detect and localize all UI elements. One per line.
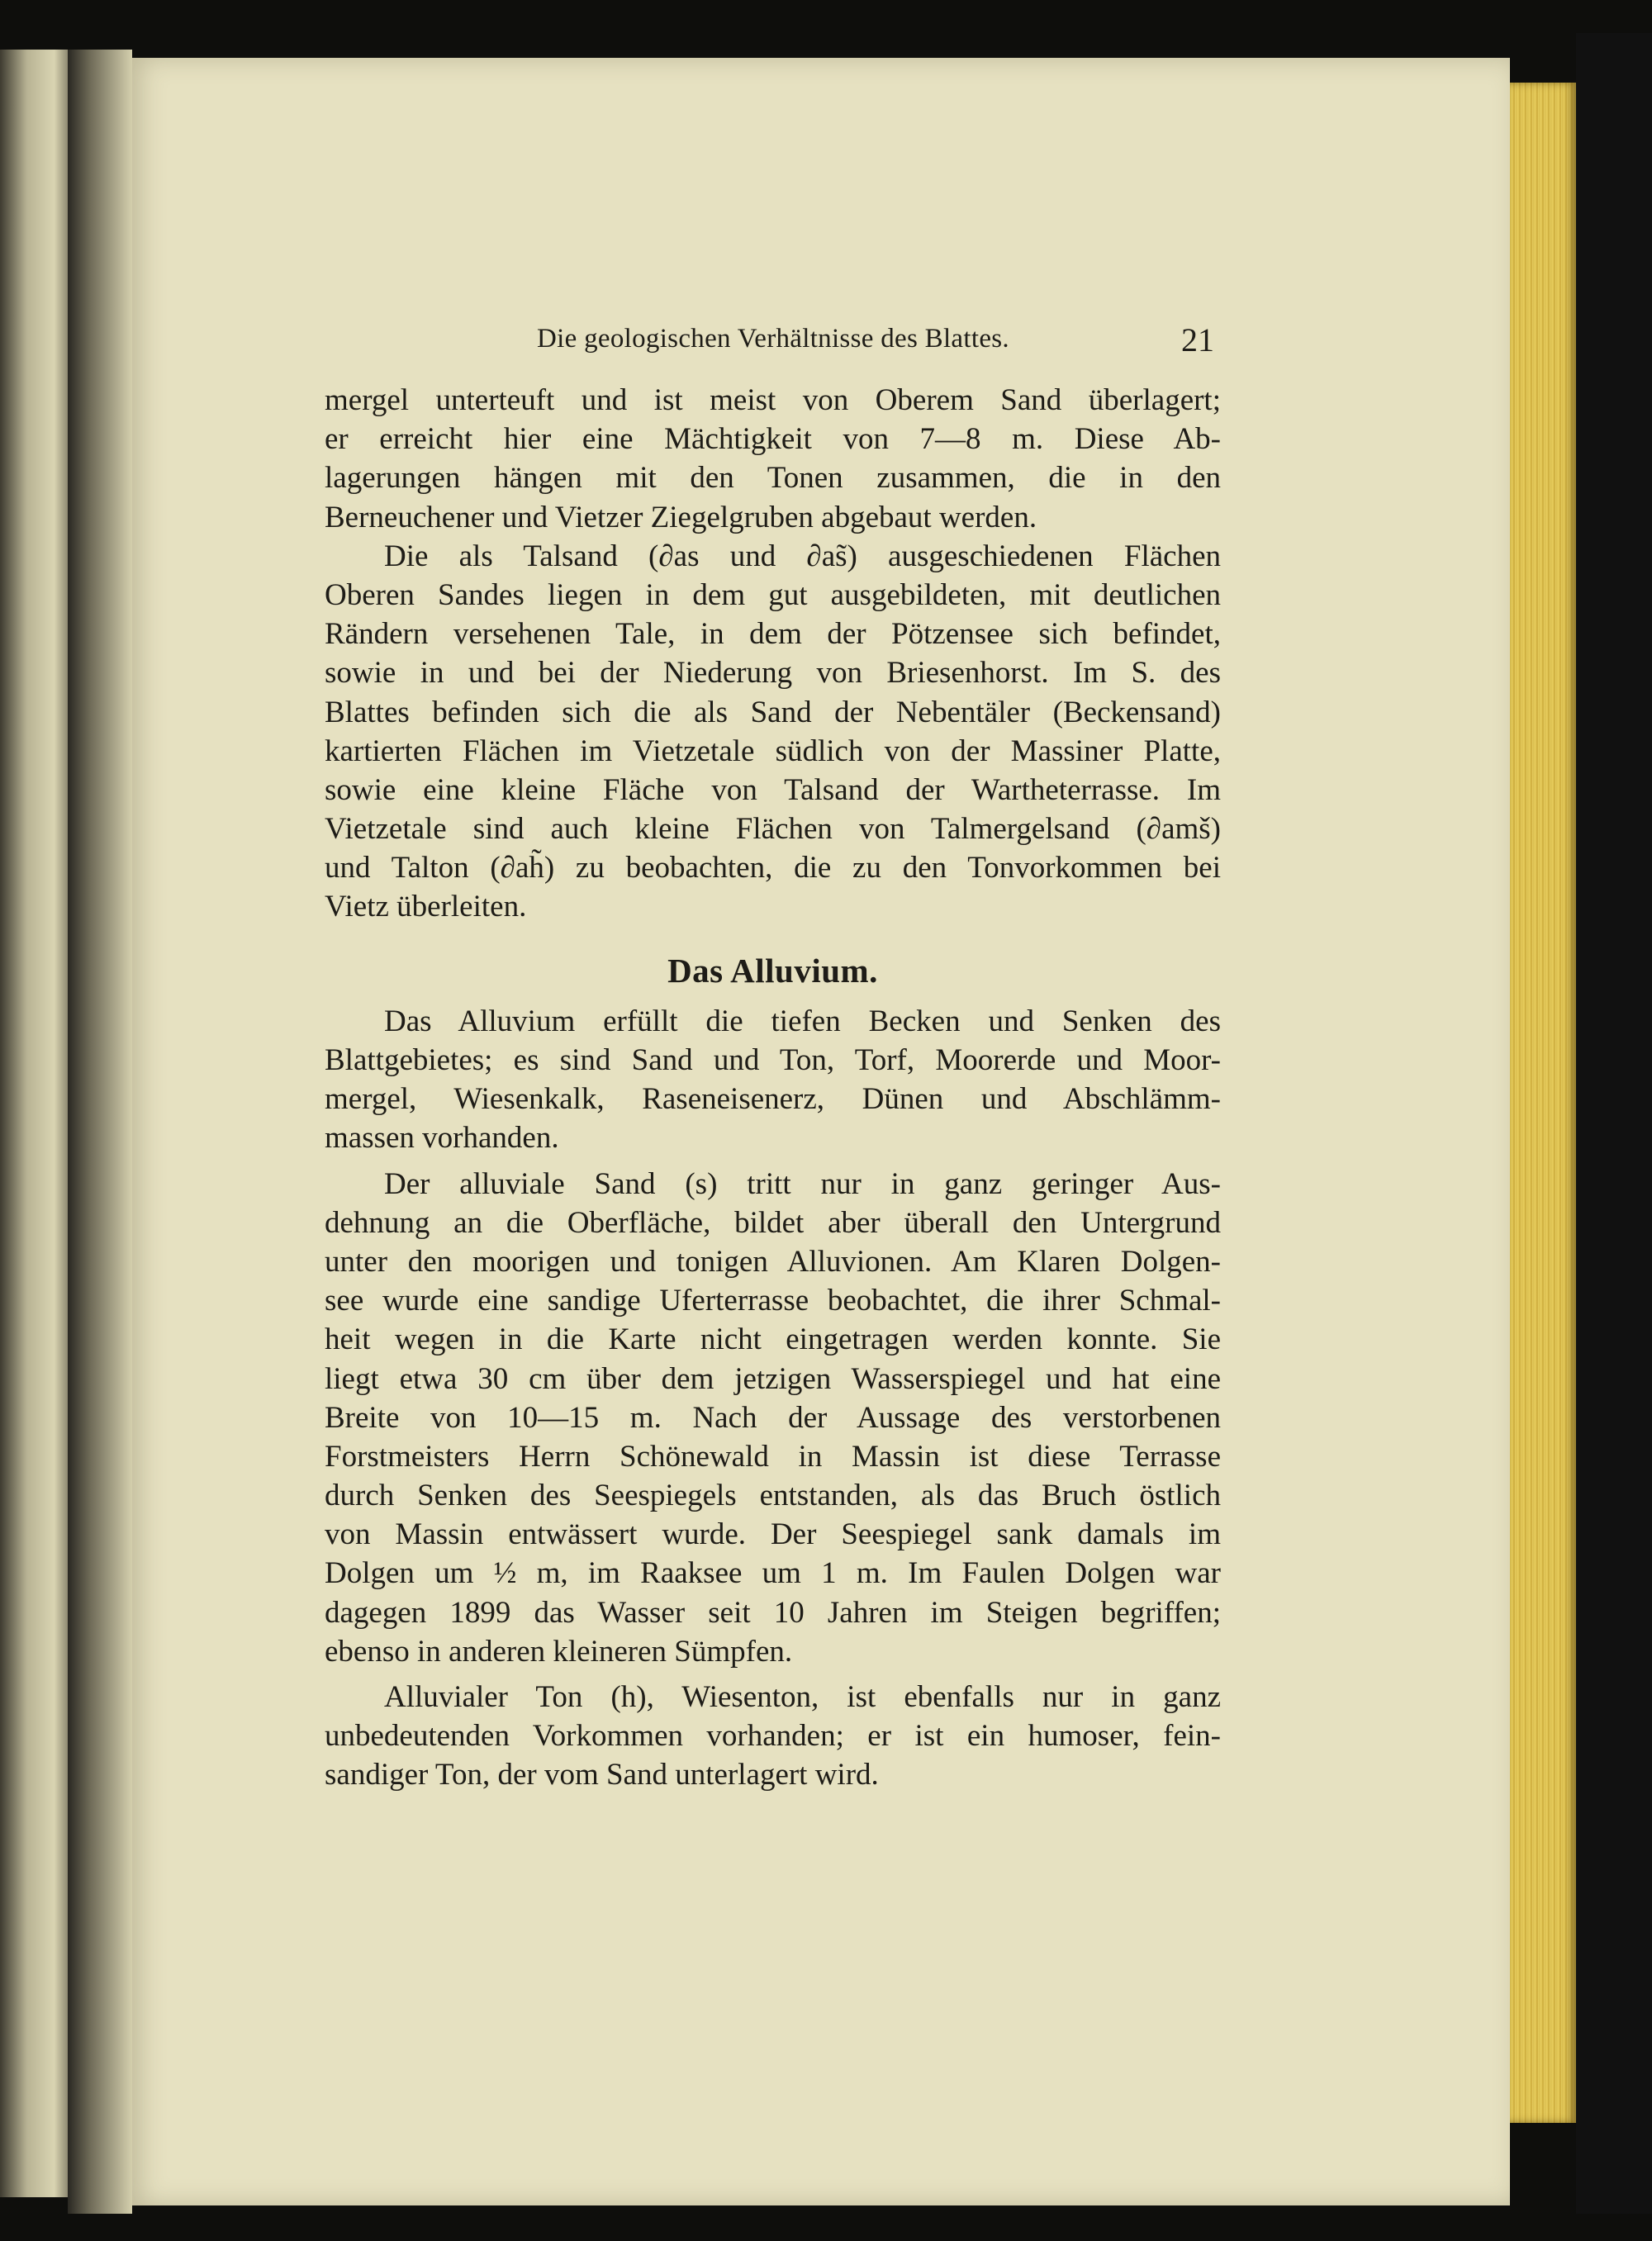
text-line: kartierten Flächen im Vietzetale südlich von der Massiner Platte, [325,734,1221,768]
running-header [537,321,1214,365]
text-line: lagerungen hängen mit den Tonen zusammen, die in den [325,461,1221,496]
book-gutter [68,50,132,2214]
text-line: sowie in und bei der Niederung von Briesenhorst. Im S. des [325,656,1221,691]
paragraph [325,1002,1221,1158]
text-line: ebenso in anderen kleineren Sümpfen. [325,1634,793,1669]
text-line: heit wegen in die Karte nicht eingetragen werden konnte. Sie [325,1322,1221,1357]
text-line: Das Alluvium erfüllt die tiefen Becken und Senken des [384,1004,1221,1038]
text-line: dehnung an die Oberfläche, bildet aber überall den Untergrund [325,1205,1221,1240]
text-line: mergel, Wiesenkalk, Raseneisenerz, Dünen und Abschlämm- [325,1082,1221,1117]
text-line: dagegen 1899 das Wasser seit 10 Jahren im Steigen begriffen; [325,1595,1221,1630]
page-body [325,381,1221,1795]
text-line: Blattgebietes; es sind Sand und Ton, Torf, Moorerde und Moor- [325,1043,1221,1078]
text-line: Forstmeisters Herrn Schönewald in Massin ist diese Terrasse [325,1439,1221,1474]
gilded-page-edges [1510,83,1576,2123]
text-line: Alluvialer Ton (h), Wiesenton, ist ebenfalls nur in ganz [384,1680,1221,1715]
paragraph [325,1678,1221,1795]
text-line: Der alluviale Sand (s) tritt nur in ganz geringer Aus- [384,1166,1221,1201]
text-line: see wurde eine sandige Uferterrasse beobachtet, die ihrer Schmal- [325,1284,1221,1318]
paragraph [325,537,1221,927]
text-line: unbedeutenden Vorkommen vorhanden; er ist ein humoser, fein- [325,1719,1221,1754]
paragraph [325,1165,1221,1671]
text-line: von Massin entwässert wurde. Der Seespiegel sank damals im [325,1517,1221,1552]
text-line: er erreicht hier eine Mächtigkeit von 7—8 m. Diese Ab- [325,422,1221,457]
section-heading: Das Alluvium. [667,951,878,990]
page-number: 21 [1181,321,1214,358]
text-line: massen vorhanden. [325,1121,559,1156]
text-line: Dolgen um ½ m, im Raaksee um 1 m. Im Faulen Dolgen war [325,1556,1221,1591]
text-line: unter den moorigen und tonigen Alluvionen. Am Klaren Dolgen- [325,1244,1221,1279]
text-line: Vietzetale sind auch kleine Flächen von Talmergelsand (∂amš) [325,812,1221,847]
text-line: sandiger Ton, der vom Sand unterlagert wird. [325,1758,879,1792]
text-line: Vietz überleiten. [325,890,527,924]
text-line: Blattes befinden sich die als Sand der Nebentäler (Beckensand) [325,695,1221,729]
paragraph [325,381,1221,537]
text-line: Breite von 10—15 m. Nach der Aussage des verstorbenen [325,1400,1221,1435]
book-cover-edge [1576,33,1652,2214]
text-line: durch Senken des Seespiegels entstanden, als das Bruch östlich [325,1479,1221,1513]
running-title: Die geologischen Verhältnisse des Blattes. [537,324,1009,354]
text-line: Oberen Sandes liegen in dem gut ausgebildeten, mit deutlichen [325,577,1221,612]
text-line: sowie eine kleine Fläche von Talsand der Wartheterrasse. Im [325,772,1221,807]
text-line: Berneuchener und Vietzer Ziegelgruben abgebaut werden. [325,500,1037,534]
text-line: und Talton (∂ah̃) zu beobachten, die zu den Tonvorkommen bei [325,851,1221,885]
text-line: Die als Talsand (∂as und ∂as̃) ausgeschiedenen Flächen [384,539,1221,573]
text-line: mergel unterteuft und ist meist von Oberem Sand überlagert; [325,383,1221,417]
text-line: liegt etwa 30 cm über dem jetzigen Wasserspiegel und hat eine [325,1361,1221,1396]
facing-page-edge [0,50,68,2197]
text-line: Rändern versehenen Tale, in dem der Pötzensee sich befindet, [325,617,1221,652]
